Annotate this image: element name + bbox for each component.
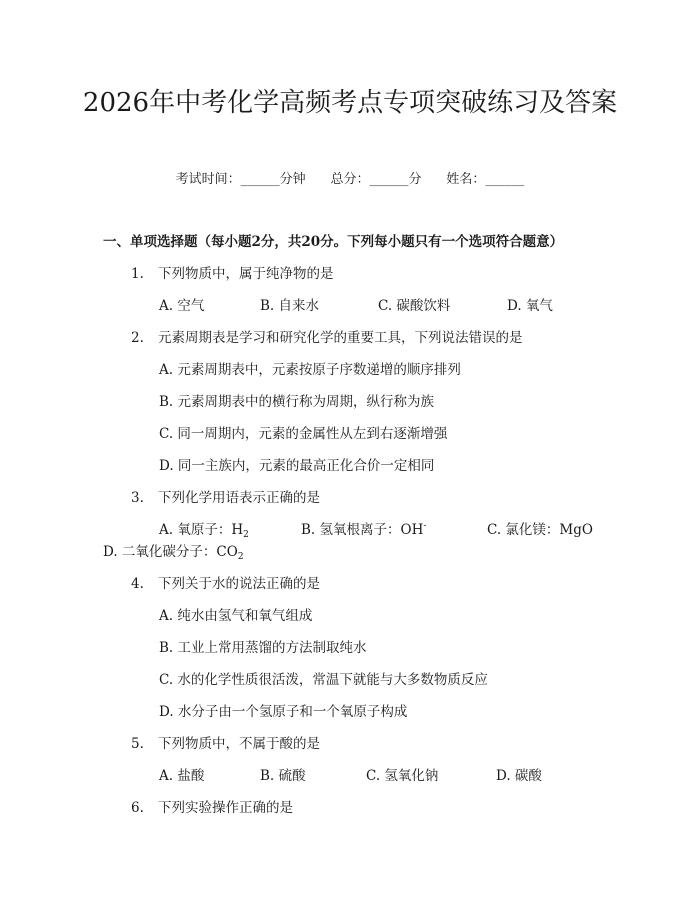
score-unit: 分 <box>408 172 422 187</box>
time-label: 考试时间： <box>175 172 241 187</box>
question-number: 4. <box>131 576 144 592</box>
section-heading: 一、单项选择题（每小题2分，共20分。下列每小题只有一个选项符合题意） <box>103 234 564 250</box>
question-number: 6. <box>131 800 144 816</box>
name-blank: ______ <box>485 172 525 187</box>
q3-option-d: D. 二氧化碳分子：$CO_2$ <box>103 544 244 562</box>
question-number: 2. <box>131 330 144 346</box>
q2-option-c: C. 同一周期内，元素的金属性从左到右逐渐增强 <box>159 426 448 442</box>
question-stem: 下列物质中，不属于酸的是 <box>158 736 320 752</box>
q5-option-b: B. 硫酸 <box>260 768 306 784</box>
q1-option-b: B. 自来水 <box>260 298 320 314</box>
question-5 <box>131 732 320 752</box>
q5-option-c: C. 氢氧化钠 <box>366 768 439 784</box>
question-3 <box>131 486 320 506</box>
q2-option-d: D. 同一主族内，元素的最高正化合价一定相同 <box>159 458 435 474</box>
question-number: 3. <box>131 490 144 506</box>
q4-option-b: B. 工业上常用蒸馏的方法制取纯水 <box>159 640 367 656</box>
time-unit: 分钟 <box>279 172 306 187</box>
exam-title: 2026年中考化学高频考点专项突破练习及答案 <box>82 88 618 118</box>
question-stem: 下列化学用语表示正确的是 <box>158 490 320 506</box>
q3-option-a: A. 氧原子：$H_2$ <box>159 522 249 540</box>
question-4 <box>131 572 320 592</box>
score-label: 总分： <box>330 172 370 187</box>
name-label: 姓名： <box>446 172 486 187</box>
question-6 <box>131 796 293 816</box>
question-stem: 元素周期表是学习和研究化学的重要工具，下列说法错误的是 <box>158 330 523 346</box>
q5-option-a: A. 盐酸 <box>159 768 205 784</box>
q1-option-d: D. 氧气 <box>507 298 553 314</box>
question-number: 5. <box>131 736 144 752</box>
q5-option-d: D. 碳酸 <box>496 768 542 784</box>
question-stem: 下列关于水的说法正确的是 <box>158 576 320 592</box>
q4-option-a: A. 纯水由氢气和氧气组成 <box>159 608 313 624</box>
question-2 <box>131 326 523 346</box>
question-number: 1. <box>131 266 144 282</box>
time-blank: ______ <box>240 172 280 187</box>
exam-meta <box>0 168 700 187</box>
q2-option-b: B. 元素周期表中的横行称为周期，纵行称为族 <box>159 394 435 410</box>
q1-option-a: A. 空气 <box>159 298 205 314</box>
question-stem: 下列实验操作正确的是 <box>158 800 293 816</box>
q1-option-c: C. 碳酸饮料 <box>378 298 451 314</box>
score-blank: ______ <box>369 172 409 187</box>
q4-option-c: C. 水的化学性质很活泼，常温下就能与大多数物质反应 <box>159 672 488 688</box>
q3-option-b: B. 氢氧根离子：OH- <box>301 521 427 538</box>
q4-option-d: D. 水分子由一个氢原子和一个氧原子构成 <box>159 704 408 720</box>
question-stem: 下列物质中，属于纯净物的是 <box>158 266 334 282</box>
question-1 <box>131 262 334 282</box>
q3-option-c: C. 氯化镁：MgO <box>487 522 593 538</box>
q2-option-a: A. 元素周期表中，元素按原子序数递增的顺序排列 <box>159 362 461 378</box>
